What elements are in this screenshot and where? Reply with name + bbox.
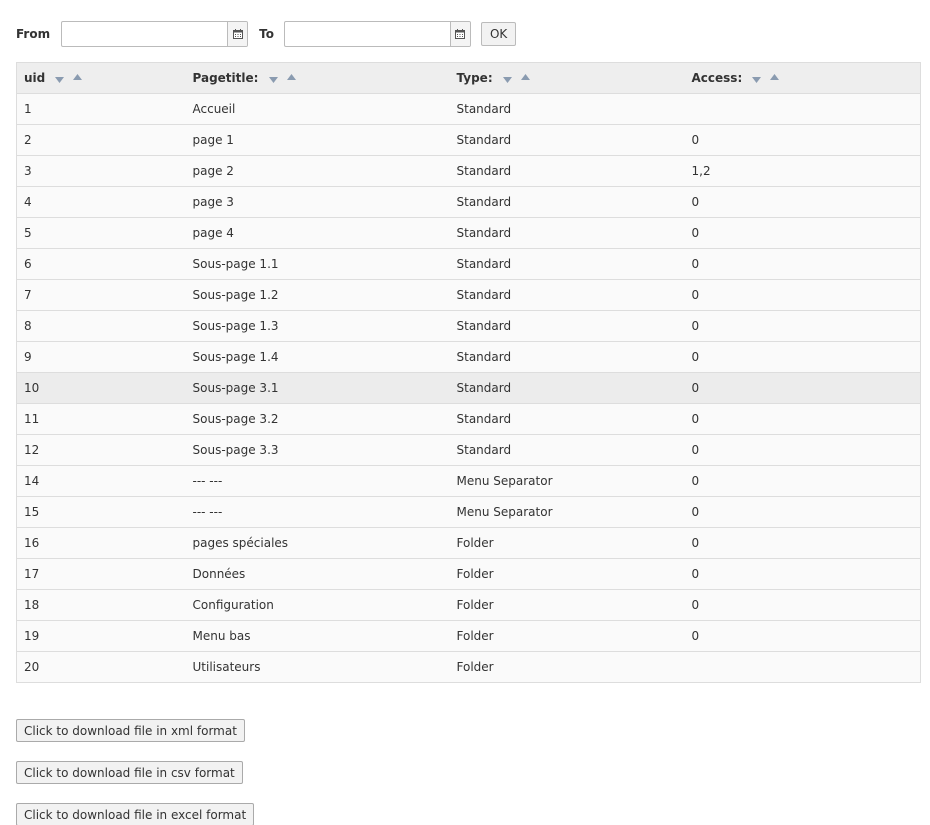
pages-table bbox=[16, 62, 921, 683]
cell-access: 1,2 bbox=[685, 156, 921, 187]
cell-pagetitle: page 3 bbox=[186, 187, 450, 218]
cell-access: 0 bbox=[685, 342, 921, 373]
cell-access: 0 bbox=[685, 466, 921, 497]
cell-type: Folder bbox=[450, 652, 685, 683]
cell-access bbox=[685, 94, 921, 125]
table-row[interactable] bbox=[17, 249, 921, 280]
cell-access: 0 bbox=[685, 187, 921, 218]
column-label: Type: bbox=[456, 71, 493, 85]
cell-type: Standard bbox=[450, 125, 685, 156]
date-filter-bar bbox=[16, 21, 516, 47]
cell-pagetitle: Sous-page 1.2 bbox=[186, 280, 450, 311]
calendar-icon bbox=[455, 29, 465, 39]
sort-ascending-icon[interactable] bbox=[519, 73, 533, 85]
column-header-access bbox=[685, 63, 921, 94]
cell-access: 0 bbox=[685, 435, 921, 466]
cell-uid: 14 bbox=[17, 466, 186, 497]
cell-uid: 3 bbox=[17, 156, 186, 187]
table-header-row bbox=[17, 63, 921, 94]
cell-type: Standard bbox=[450, 156, 685, 187]
calendar-icon bbox=[233, 29, 243, 39]
cell-pagetitle: Menu bas bbox=[186, 621, 450, 652]
cell-uid: 16 bbox=[17, 528, 186, 559]
cell-pagetitle: Sous-page 1.1 bbox=[186, 249, 450, 280]
table-row[interactable] bbox=[17, 652, 921, 683]
cell-type: Standard bbox=[450, 94, 685, 125]
cell-pagetitle: Sous-page 1.3 bbox=[186, 311, 450, 342]
cell-pagetitle: page 4 bbox=[186, 218, 450, 249]
cell-uid: 5 bbox=[17, 218, 186, 249]
column-label: Access: bbox=[691, 71, 743, 85]
cell-pagetitle: Sous-page 3.2 bbox=[186, 404, 450, 435]
cell-uid: 20 bbox=[17, 652, 186, 683]
cell-uid: 19 bbox=[17, 621, 186, 652]
cell-pagetitle: page 2 bbox=[186, 156, 450, 187]
cell-access: 0 bbox=[685, 528, 921, 559]
cell-pagetitle: page 1 bbox=[186, 125, 450, 156]
table-row[interactable] bbox=[17, 218, 921, 249]
cell-type: Standard bbox=[450, 404, 685, 435]
cell-type: Standard bbox=[450, 249, 685, 280]
cell-pagetitle: Sous-page 1.4 bbox=[186, 342, 450, 373]
cell-uid: 15 bbox=[17, 497, 186, 528]
cell-type: Folder bbox=[450, 621, 685, 652]
sort-ascending-icon[interactable] bbox=[768, 73, 782, 85]
cell-uid: 11 bbox=[17, 404, 186, 435]
table-row[interactable] bbox=[17, 94, 921, 125]
cell-type: Standard bbox=[450, 280, 685, 311]
table-row[interactable] bbox=[17, 280, 921, 311]
to-date-input[interactable] bbox=[285, 23, 450, 45]
column-header-type bbox=[450, 63, 685, 94]
column-header-pagetitle bbox=[186, 63, 450, 94]
from-calendar-button[interactable] bbox=[227, 22, 247, 46]
cell-access: 0 bbox=[685, 497, 921, 528]
ok-button[interactable]: OK bbox=[481, 22, 516, 46]
from-label: From bbox=[16, 27, 51, 41]
cell-type: Standard bbox=[450, 342, 685, 373]
cell-pagetitle: Utilisateurs bbox=[186, 652, 450, 683]
cell-pagetitle: Sous-page 3.3 bbox=[186, 435, 450, 466]
cell-pagetitle: Sous-page 3.1 bbox=[186, 373, 450, 404]
cell-pagetitle: --- --- bbox=[186, 497, 450, 528]
table-row[interactable] bbox=[17, 156, 921, 187]
table-row[interactable] bbox=[17, 466, 921, 497]
table-row-hovered[interactable] bbox=[17, 373, 921, 404]
cell-uid: 18 bbox=[17, 590, 186, 621]
sort-descending-icon[interactable] bbox=[53, 73, 67, 85]
sort-ascending-icon[interactable] bbox=[285, 73, 299, 85]
download-csv-button[interactable]: Click to download file in csv format bbox=[16, 761, 243, 784]
table-row[interactable] bbox=[17, 528, 921, 559]
cell-pagetitle: Données bbox=[186, 559, 450, 590]
cell-uid: 7 bbox=[17, 280, 186, 311]
download-excel-button[interactable]: Click to download file in excel format bbox=[16, 803, 254, 825]
cell-access: 0 bbox=[685, 311, 921, 342]
to-date-field[interactable] bbox=[284, 21, 471, 47]
cell-access: 0 bbox=[685, 218, 921, 249]
cell-uid: 8 bbox=[17, 311, 186, 342]
download-xml-button[interactable]: Click to download file in xml format bbox=[16, 719, 245, 742]
sort-descending-icon[interactable] bbox=[750, 73, 764, 85]
cell-type: Folder bbox=[450, 590, 685, 621]
cell-access: 0 bbox=[685, 373, 921, 404]
cell-type: Standard bbox=[450, 373, 685, 404]
cell-type: Standard bbox=[450, 311, 685, 342]
from-date-field[interactable] bbox=[61, 21, 248, 47]
cell-access: 0 bbox=[685, 404, 921, 435]
cell-pagetitle: --- --- bbox=[186, 466, 450, 497]
cell-pagetitle: Accueil bbox=[186, 94, 450, 125]
sort-ascending-icon[interactable] bbox=[71, 73, 85, 85]
table-row[interactable] bbox=[17, 435, 921, 466]
cell-access: 0 bbox=[685, 280, 921, 311]
cell-type: Folder bbox=[450, 528, 685, 559]
cell-uid: 4 bbox=[17, 187, 186, 218]
table-row[interactable] bbox=[17, 125, 921, 156]
table-row[interactable] bbox=[17, 559, 921, 590]
sort-descending-icon[interactable] bbox=[501, 73, 515, 85]
table-row[interactable] bbox=[17, 590, 921, 621]
cell-uid: 2 bbox=[17, 125, 186, 156]
cell-uid: 6 bbox=[17, 249, 186, 280]
from-date-input[interactable] bbox=[62, 23, 227, 45]
cell-access: 0 bbox=[685, 125, 921, 156]
cell-uid: 17 bbox=[17, 559, 186, 590]
table-body bbox=[17, 94, 921, 683]
cell-type: Standard bbox=[450, 435, 685, 466]
cell-access: 0 bbox=[685, 590, 921, 621]
cell-pagetitle: pages spéciales bbox=[186, 528, 450, 559]
to-calendar-button[interactable] bbox=[450, 22, 470, 46]
table-row[interactable] bbox=[17, 621, 921, 652]
cell-uid: 10 bbox=[17, 373, 186, 404]
table-row[interactable] bbox=[17, 187, 921, 218]
table-row[interactable] bbox=[17, 311, 921, 342]
cell-access: 0 bbox=[685, 559, 921, 590]
cell-uid: 12 bbox=[17, 435, 186, 466]
column-header-uid bbox=[17, 63, 186, 94]
table-row[interactable] bbox=[17, 342, 921, 373]
cell-access: 0 bbox=[685, 621, 921, 652]
cell-access: 0 bbox=[685, 249, 921, 280]
cell-uid: 1 bbox=[17, 94, 186, 125]
to-label: To bbox=[259, 27, 274, 41]
cell-type: Menu Separator bbox=[450, 466, 685, 497]
cell-type: Standard bbox=[450, 187, 685, 218]
cell-access bbox=[685, 652, 921, 683]
cell-type: Folder bbox=[450, 559, 685, 590]
cell-type: Standard bbox=[450, 218, 685, 249]
cell-type: Menu Separator bbox=[450, 497, 685, 528]
cell-pagetitle: Configuration bbox=[186, 590, 450, 621]
sort-descending-icon[interactable] bbox=[267, 73, 281, 85]
column-label: uid bbox=[24, 71, 46, 85]
cell-uid: 9 bbox=[17, 342, 186, 373]
column-label: Pagetitle: bbox=[192, 71, 259, 85]
table-row[interactable] bbox=[17, 404, 921, 435]
table-row[interactable] bbox=[17, 497, 921, 528]
